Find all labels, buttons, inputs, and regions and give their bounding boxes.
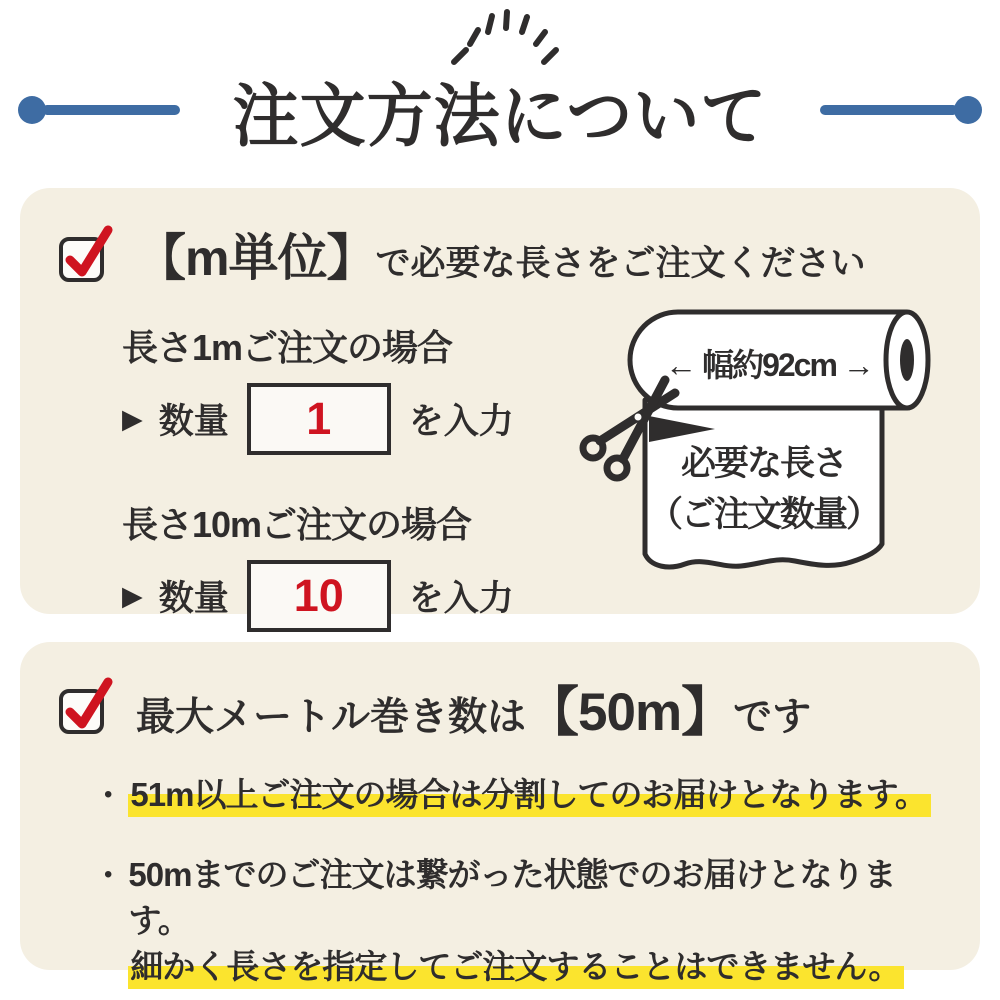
- quantity-input-box: [247, 560, 391, 632]
- page-title: 注文方法について: [232, 77, 768, 155]
- heading-post: です: [733, 696, 812, 739]
- bullet-icon: •: [104, 861, 113, 888]
- quantity-label: 数量: [158, 402, 229, 441]
- heading-pre: 最大メートル巻き数は: [136, 696, 527, 739]
- heading-emphasis: 【50m】: [526, 683, 734, 742]
- bullet-icon: •: [104, 781, 113, 808]
- highlighted-text: 51m以上ご注文の場合は分割してのお届けとなります。: [128, 776, 930, 817]
- blue-bar: [820, 105, 958, 115]
- highlighted-text: 細かく長さを指定してご注文することはできません。: [128, 948, 904, 989]
- checked-checkbox-icon: [56, 222, 114, 282]
- panel-unit-heading: [56, 218, 944, 290]
- roll-length-note: [637, 438, 890, 540]
- max-length-notes: [104, 772, 944, 990]
- roll-note-line1: 必要な長さ: [680, 444, 846, 483]
- wallpaper-roll-illustration: [575, 300, 975, 600]
- note-connected-delivery: [104, 852, 944, 990]
- panel-order-unit: [20, 188, 980, 621]
- triangle-arrow-icon: ▶: [122, 580, 143, 611]
- checked-checkbox-icon: [56, 674, 114, 734]
- heading-emphasis: 【m単位】: [136, 230, 376, 286]
- roll-width-label: ← 幅約92cm →: [665, 347, 873, 383]
- panel-max-heading: [56, 670, 944, 746]
- title-line-right: [820, 96, 982, 124]
- blue-bar: [42, 105, 180, 115]
- quantity-input-box: [247, 383, 391, 455]
- panel-max-heading-text: [136, 670, 811, 746]
- triangle-arrow-icon: ▶: [122, 403, 143, 434]
- quantity-value: 1: [306, 393, 332, 444]
- title-line-left: [18, 96, 180, 124]
- blue-dot-icon: [954, 96, 982, 124]
- note-text: [128, 852, 944, 990]
- note-text: [128, 772, 930, 818]
- plain-text: 50mまでのご注文は繋がった状態でのお届けとなります。: [128, 856, 896, 939]
- header: [0, 72, 1000, 155]
- input-suffix: を入力: [408, 579, 514, 618]
- input-suffix: を入力: [408, 402, 514, 441]
- panel-max-length: [20, 642, 980, 985]
- heading-rest: で必要な長さをご注文ください: [375, 244, 866, 283]
- example-label: 長さ10mご注文の場合: [122, 504, 472, 545]
- note-split-delivery: [104, 772, 944, 818]
- example-label: 長さ1mご注文の場合: [122, 327, 453, 368]
- panel-unit-heading-text: [136, 218, 865, 290]
- quantity-value: 10: [293, 570, 344, 621]
- roll-note-line2: （ご注文数量）: [647, 495, 879, 534]
- quantity-label: 数量: [158, 579, 229, 618]
